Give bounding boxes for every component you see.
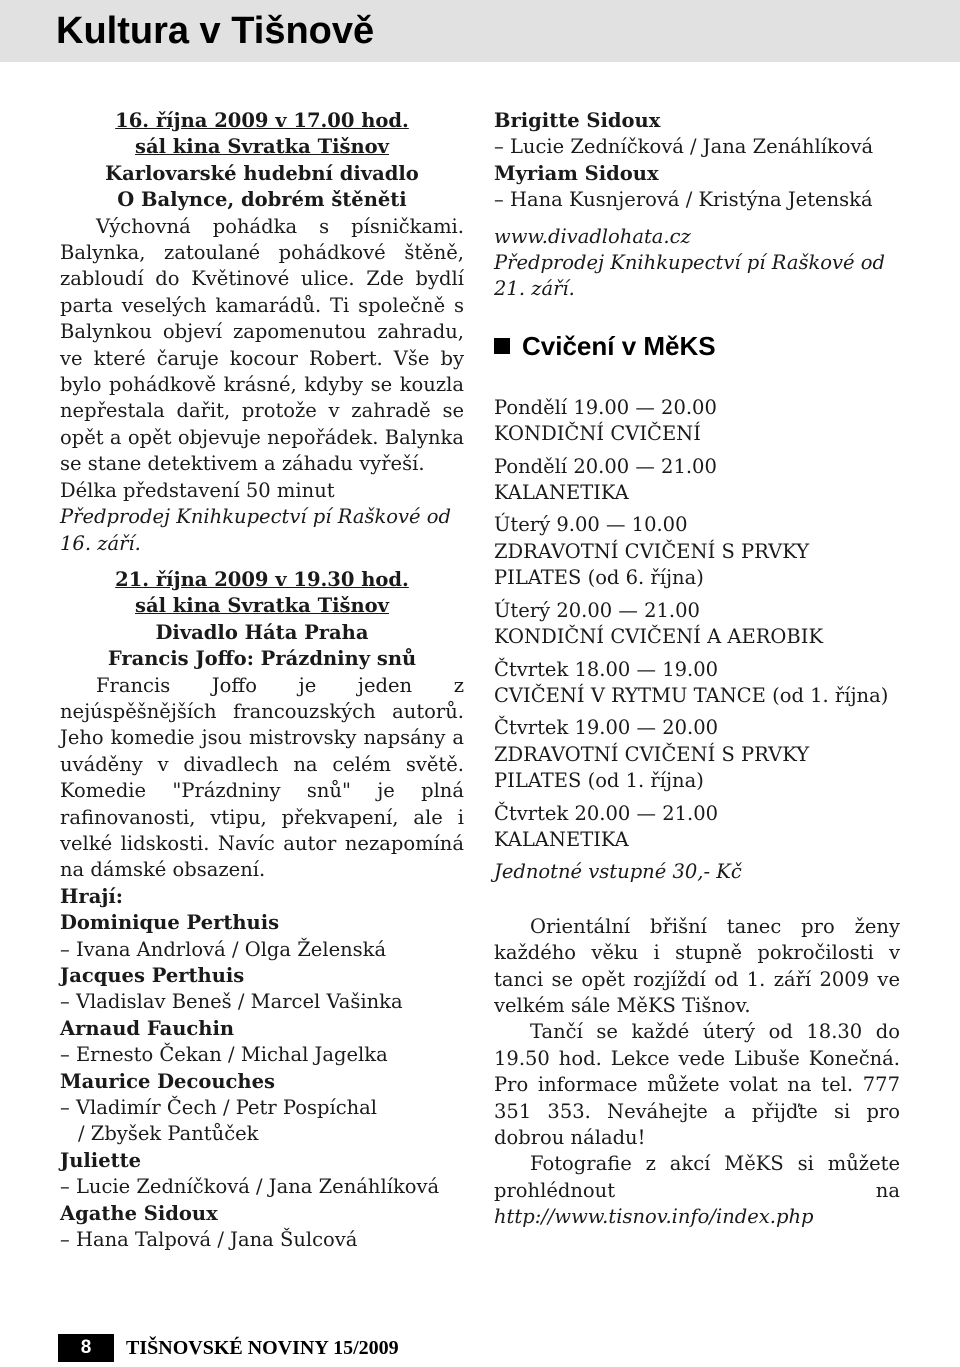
dance-paragraph-3 [494,1151,900,1230]
dance-paragraph-1: Orientální břišní tanec pro ženy každého věku i stupně pokročilosti v tanci se opět rozjíždí od 1. září 2009 ve velkém sále MěKS Tišnov. [494,914,900,1017]
schedule-activity: KONDIČNÍ CVIČENÍ [494,422,701,446]
schedule-time: Čtvrtek 19.00 — 20.00 [494,716,719,740]
event-2-venue: sál kina Svratka Tišnov [134,594,389,618]
cast-actors-continued: / Zbyšek Pantůček [78,1122,259,1146]
cast-role: Maurice Decouches [60,1069,275,1093]
right-column [494,108,900,1231]
cast-role: Juliette [60,1148,142,1172]
cast-actors: – Ivana Andrlová / Olga Želenská [60,937,387,961]
schedule-time: Pondělí 20.00 — 21.00 [494,454,717,478]
cast-actors: – Hana Talpová / Jana Šulcová [60,1228,358,1252]
schedule-activity: ZDRAVOTNÍ CVIČENÍ S PRVKY [494,539,810,563]
event-1-title: O Balynce, dobrém štěněti [117,188,407,212]
event-2-presale: Předprodej Knihkupectví pí Raškové od 21. září. [494,251,886,301]
event-1-date: 16. října 2009 v 17.00 hod. [115,109,409,132]
schedule-activity: PILATES (od 6. října) [494,566,704,590]
schedule-item [494,598,900,651]
cast-role: Jacques Perthuis [60,964,245,987]
event-2-company: Divadlo Háta Praha [155,620,369,644]
event-2-description: Francis Joffo je jeden z nejúspěšnějších francouzských autorů. Jeho komedie jsou mistrovsky napsány a uváděny v divadlech na celém světě. Komedie "Prázdniny snů" je plná rafinovanosti, vtipu, překvapení, ale i velké lidskosti. Navíc autor nezapomíná na dámské obsazení. [60,673,464,882]
schedule-activity: PILATES (od 1. října) [494,769,704,793]
publication-name: TIŠNOVSKÉ NOVINY 15/2009 [126,1337,399,1359]
cast-role: Dominique Perthuis [60,911,280,935]
exercise-heading-text: Cvičení v MěKS [522,330,716,361]
event-1-duration: Délka představení 50 minut [60,478,335,502]
tisnov-link[interactable]: http://www.tisnov.info/index.php [494,1205,814,1229]
dance-paragraph-2: Tančí se každé úterý od 18.30 do 19.50 hod. Lekce vede Libuše Konečná. Pro informace můžete volat na tel. 777 351 353. Neváhejte a přijďte si pro dobrou náladu! [494,1020,900,1149]
schedule-activity: KONDIČNÍ CVIČENÍ A AEROBIK [494,625,824,649]
schedule-item [494,657,900,710]
cast-role: Myriam Sidoux [494,161,659,185]
cast-role: Arnaud Fauchin [60,1016,235,1040]
spacer [60,557,464,567]
exercise-schedule [494,395,900,886]
schedule-item [494,801,900,854]
cast-actors: – Ernesto Čekan / Michal Jagelka [60,1043,388,1067]
cast-role: Agathe Sidoux [60,1201,218,1225]
schedule-time: Čtvrtek 20.00 — 21.00 [494,801,719,825]
cast-actors: – Lucie Zedníčková / Jana Zenáhlíková [60,1175,440,1199]
event-2-date: 21. října 2009 v 19.30 hod. [115,567,409,591]
schedule-item [494,715,900,794]
cast-actors: – Hana Kusnjerová / Kristýna Jetenská [494,188,873,212]
exercise-fee: Jednotné vstupné 30,- Kč [494,860,742,884]
left-column [60,108,464,1253]
schedule-item [494,859,900,885]
schedule-activity: CVIČENÍ V RYTMU TANCE (od 1. října) [494,683,889,707]
spacer [494,214,900,224]
page-title: Kultura v Tišnově [56,10,375,52]
schedule-activity: ZDRAVOTNÍ CVIČENÍ S PRVKY [494,742,810,766]
website-link[interactable]: www.divadlohata.cz [494,224,691,248]
schedule-item [494,395,900,448]
square-bullet-icon [494,338,510,354]
event-2 [60,567,464,1254]
cast-label: Hrají: [60,884,123,908]
event-2-title: Francis Joffo: Prázdniny snů [107,647,417,671]
cast-role: Brigitte Sidoux [494,109,661,132]
schedule-time: Úterý 20.00 — 21.00 [494,598,700,622]
event-1 [60,108,464,557]
cast-actors: – Vladislav Beneš / Marcel Vašinka [60,990,403,1014]
schedule-item [494,454,900,507]
cast-actors: – Vladimír Čech / Petr Pospíchal [60,1096,378,1120]
schedule-activity: KALANETIKA [494,481,629,505]
schedule-item [494,512,900,591]
event-1-description: Výchovná pohádka s písničkami. Balynka, zatoulané pohádkové štěně, zabloudí do Květinové ulice. Zde bydlí parta veselých kamarádů. Ti společně s Balynkou objeví zapomenutou zahradu, ve které čaruje kocour Robert. Vše by bylo pohádkově krásné, kdyby se kouzla nepřestala dařit, protože v zahradě se opět a opět objevuje nepořádek. Balynka se stane detektivem a záhadu vyřeší. [60,214,464,476]
event-1-company: Karlovarské hudební divadlo [105,161,419,185]
schedule-activity: KALANETIKA [494,827,629,851]
exercise-heading [494,329,900,363]
dance-paragraph-3-text: Fotografie z akcí MěKS si můžete prohlédnout na [494,1152,900,1202]
page-number: 8 [58,1334,114,1362]
event-1-presale: Předprodej Knihkupectví pí Raškové od 16. září. [60,505,452,555]
page-header [0,0,960,62]
spacer [494,886,900,914]
event-1-venue: sál kina Svratka Tišnov [134,135,389,159]
dance-article [494,914,900,1231]
schedule-time: Úterý 9.00 — 10.00 [494,513,688,537]
schedule-time: Čtvrtek 18.00 — 19.00 [494,657,719,681]
cast-actors: – Lucie Zedníčková / Jana Zenáhlíková [494,135,874,159]
schedule-time: Pondělí 19.00 — 20.00 [494,395,717,419]
